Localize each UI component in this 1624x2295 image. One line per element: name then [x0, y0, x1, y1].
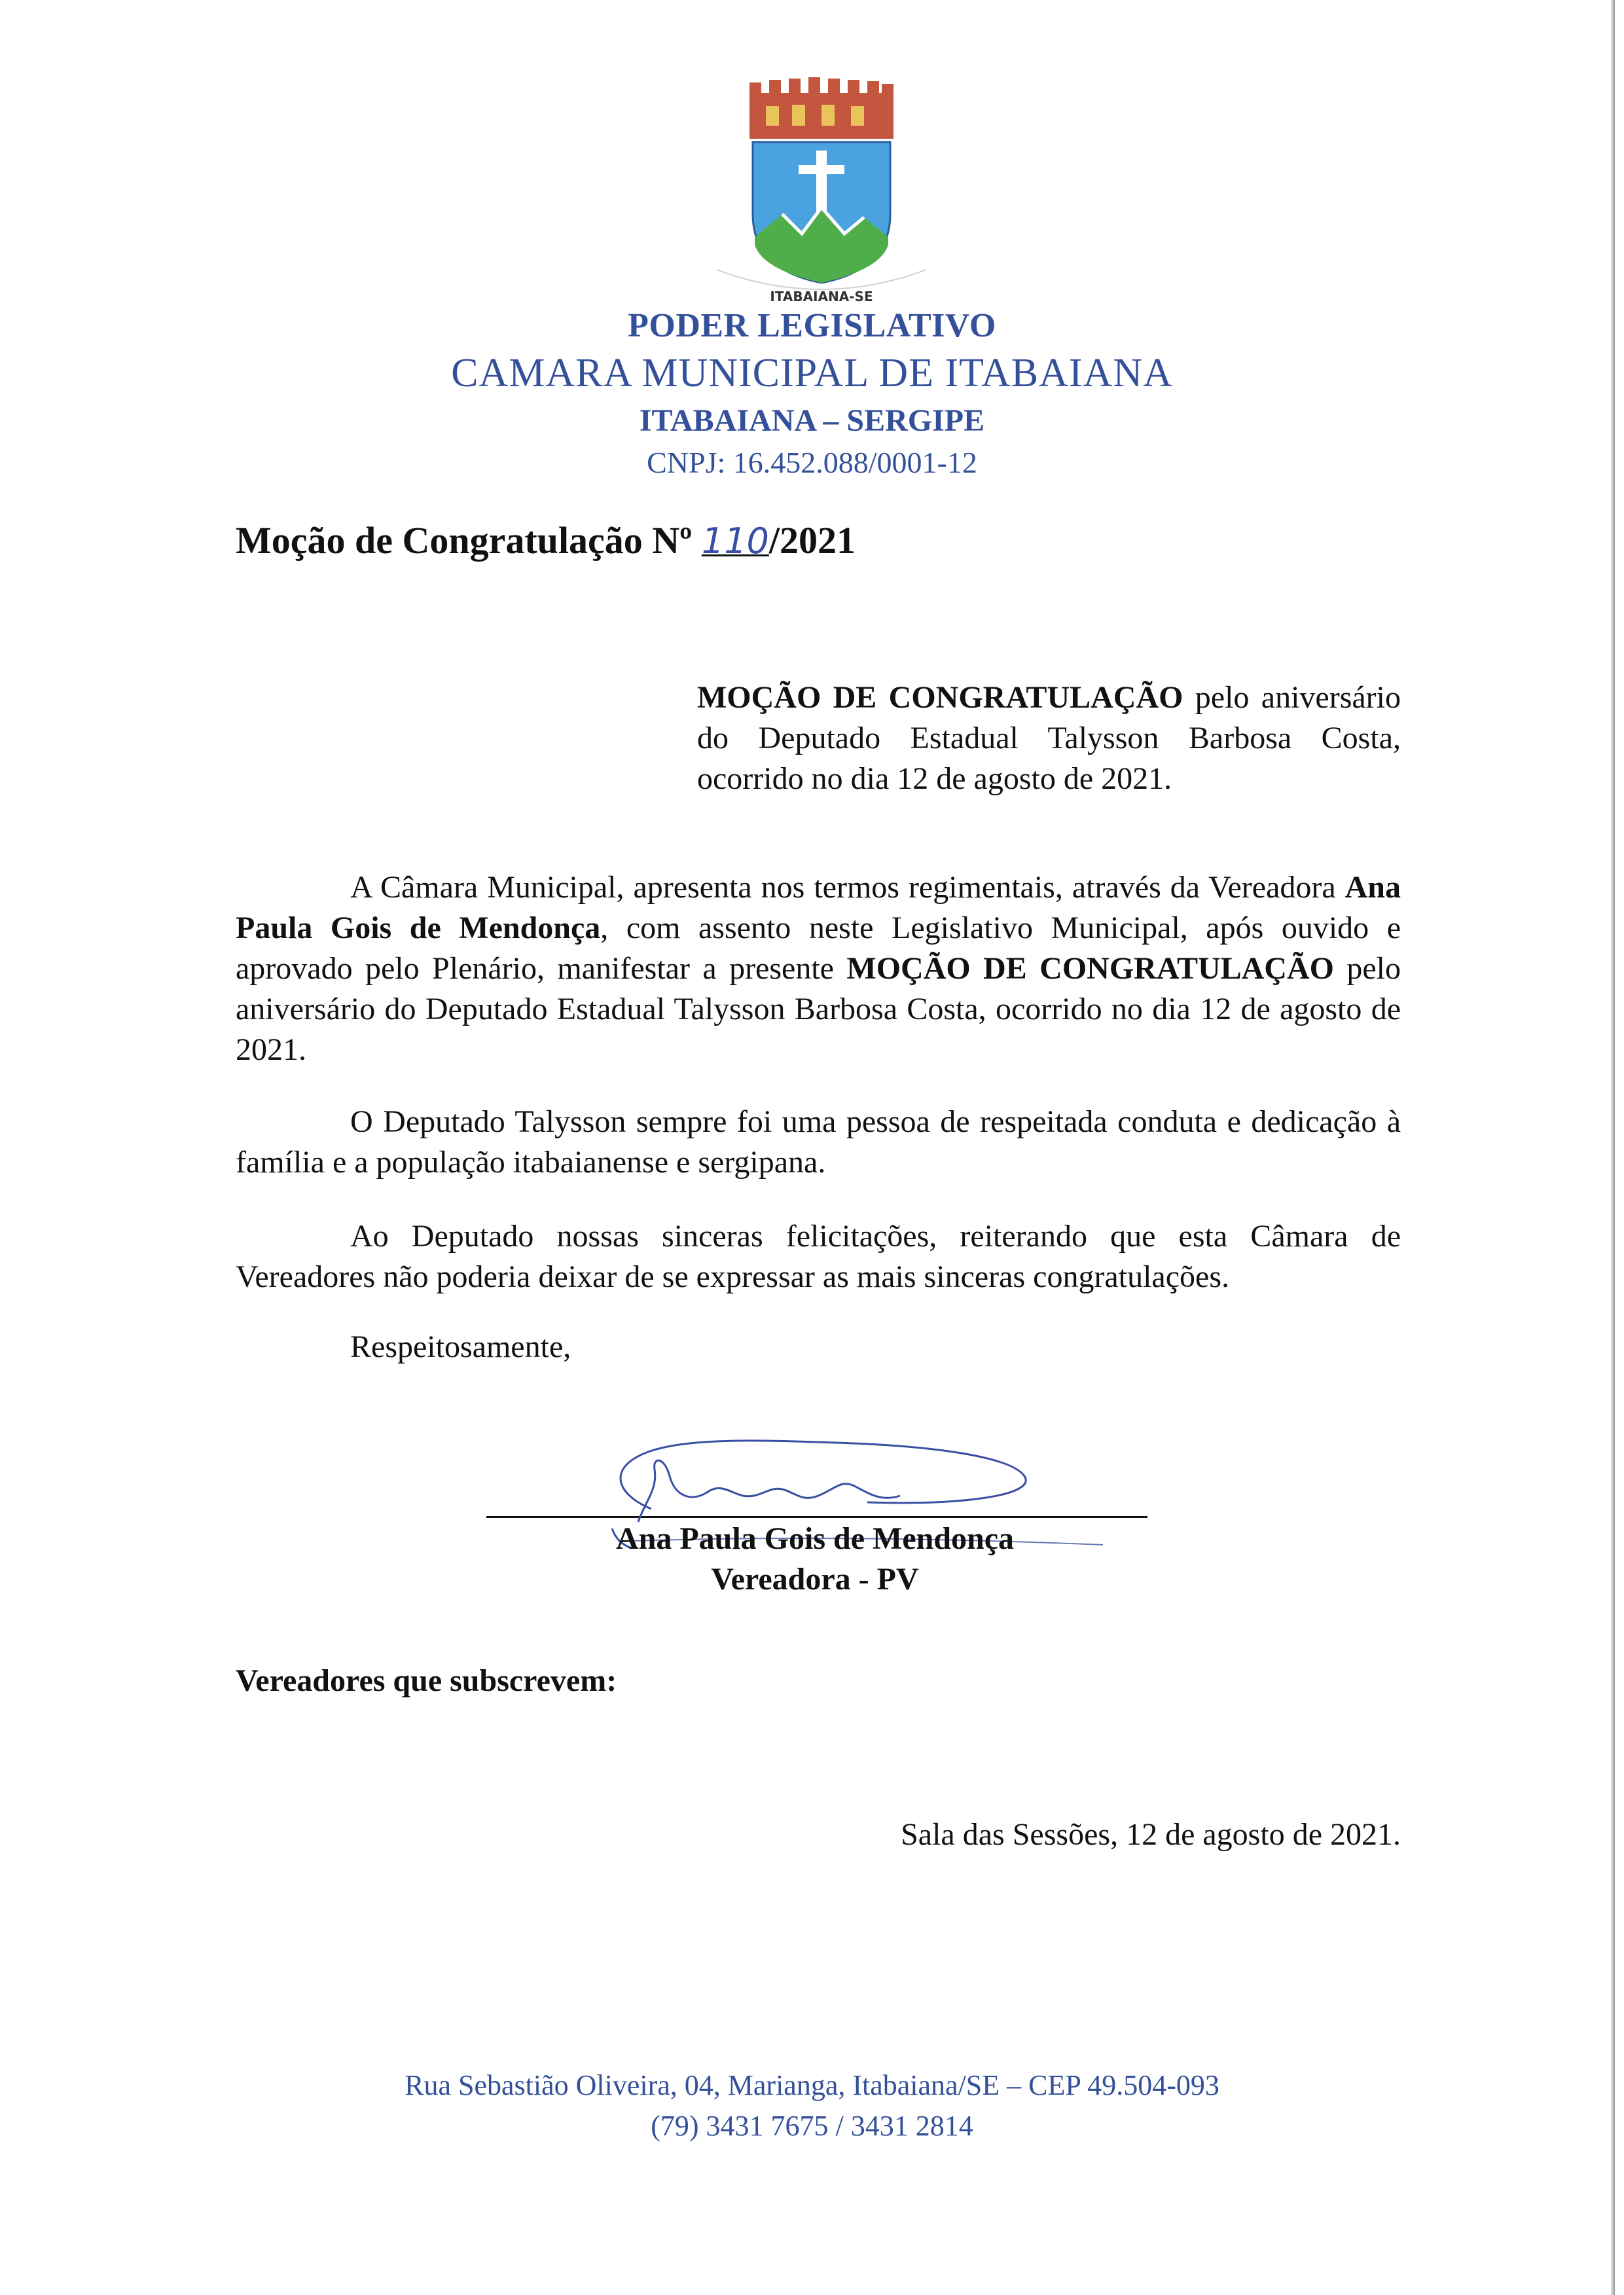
footer-phones: (79) 3431 7675 / 3431 2814: [651, 2110, 973, 2142]
municipal-crest-logo: [704, 73, 939, 309]
ementa-bold: MOÇÃO DE CONGRATULAÇÃO: [697, 680, 1183, 715]
p1-part-a: A Câmara Municipal, apresenta nos termos regimentais, através da Vereadora: [350, 870, 1345, 905]
p1-part-e: pelo aniversário do Deputado Estadual Talysson Barbosa Costa, ocorrido no dia 12 de agosto de 2021.: [236, 951, 1401, 1067]
signer-role: Vereadora - PV: [711, 1562, 919, 1597]
place-and-date: Sala das Sessões, 12 de agosto de 2021.: [901, 1817, 1401, 1852]
header-cnpj: CNPJ: 16.452.088/0001-12: [647, 446, 977, 479]
p1-motion-bold: MOÇÃO DE CONGRATULAÇÃO: [846, 951, 1334, 986]
signer-name: Ana Paula Gois de Mendonça: [615, 1521, 1015, 1556]
header-chamber: CAMARA MUNICIPAL DE ITABAIANA: [451, 351, 1173, 395]
paragraph-3: Ao Deputado nossas sinceras felicitações, reiterando que esta Câmara de Vereadores não poderia deixar de se expressar as mais sinceras congratulações.: [236, 1219, 1401, 1294]
motion-title-suffix: /2021: [768, 519, 856, 562]
paragraph-2: O Deputado Talysson sempre foi uma pessoa de respeitada conduta e dedicação à família e a população itabaianense e sergipana.: [236, 1104, 1401, 1180]
subscribers-label: Vereadores que subscrevem:: [236, 1663, 617, 1698]
paragraph-1: [236, 867, 1401, 1070]
motion-title-prefix: Moção de Congratulação Nº: [236, 519, 702, 562]
ementa-text: pelo aniversário do Deputado Estadual Talysson Barbosa Costa, ocorrido no dia 12 de agosto de 2021.: [697, 680, 1401, 796]
svg-text:ITABAIANA-SE: ITABAIANA-SE: [770, 289, 873, 304]
header-city: ITABAIANA – SERGIPE: [639, 403, 985, 438]
p1-councilwoman-name: Ana Paula Gois de Mendonça: [236, 870, 1401, 945]
header-power: PODER LEGISLATIVO: [628, 307, 996, 344]
closing-salutation: Respeitosamente,: [350, 1329, 571, 1364]
footer-address: Rua Sebastião Oliveira, 04, Marianga, Itabaiana/SE – CEP 49.504-093: [405, 2069, 1219, 2101]
motion-number-handwritten: 110: [701, 520, 769, 562]
motion-title: [236, 518, 856, 562]
p1-part-c: , com assento neste Legislativo Municipal, após ouvido e aprovado pelo Plenário, manifestar a presente: [236, 911, 1401, 986]
ementa: [697, 678, 1401, 799]
